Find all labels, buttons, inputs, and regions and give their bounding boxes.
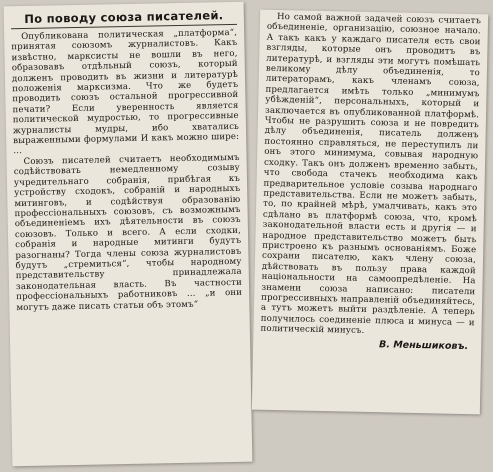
article-title: По поводу союза писателей. [11,8,237,29]
left-paragraph-1: Опубликована политическая „платформа“, принятая союзомъ журналистовъ. Какъ извѣстно, марксисты не вошли въ него, образовавъ отдѣльный союзъ, который долженъ проводить въ жизни и литературѣ положенія марксизма. Что же будетъ проводить союзъ остальной прогрессивной печати? Если уверенность является политической мудростью, то прогрессивные журналисты мудры, ибо хватались выраженными формулами И какъ можно шире: ... [11,27,240,157]
right-paragraph-1: Но самой важной задачей союзъ считаетъ объединеніе, организацію, союзное начало. А такъ какъ у каждаго писателя есть свои взгляды, которые онъ проводитъ въ литературѣ, и взгляды эти могутъ помѣшать великому дѣлу объединенія, то литераторамъ, какъ членамъ союза, предлагается имѣть только „минимумъ убѣжденій“, персональныхъ, который и заключается въ опубликованной платформѣ. Чтобы не разрушить союза и не повредить дѣлу объединенія, писатель долженъ постоянно справляться, не переступилъ ли онъ этого минимума, совывая народную сходку. Такъ онъ долженъ временно забыть, что свобода стачекъ необходима какъ предварительное условіе созыва народнаго представительства. Если не можетъ забыть, то, по крайней мѣрѣ, умалчивать, какъ это сдѣлано въ платформѣ союза, что, кромѣ законодательной власти есть и другія — и народное представительство можетъ быть пристроено къ разнымъ основаніямъ. Боже сохрани писателю, какъ члену союза, дѣйствовать въ пользу права каждой національности на самоопредѣленіе. На знамени союза написано: писатели прогрессивныхъ направленій объединяйтесь, а тутъ можетъ выйти раздѣленіе. А теперь получилось соединеніе плюса и минуса — и политическій минусъ. [260,12,482,337]
left-column [4,2,250,316]
right-clipping [252,10,488,415]
left-clipping [4,2,253,467]
right-column [253,10,488,354]
author-signature: В. Меньшиковъ. [379,338,469,352]
left-paragraph-2: Союзъ писателей считаетъ необходимымъ содѣйствовать немедленному созыву учредительнаго собранія, прибѣгая къ устройству сходокъ, собраній и народныхъ митинговъ, и содѣйствуя образованію профессіональныхъ союзовъ, съ возможнымъ объединеніемъ ихъ дѣятельности въ союзъ союзовъ. Только и всего. А если сходки, собранія и народные митинги будутъ разогнаны? Тогда члены союза журналистовъ будутъ „стремиться“, чтобы народному представительству принадлежала законодательная власть. Въ частности профессіональныхъ работниковъ ... „и они могутъ даже писать статьи объ этомъ“ [13,152,243,313]
